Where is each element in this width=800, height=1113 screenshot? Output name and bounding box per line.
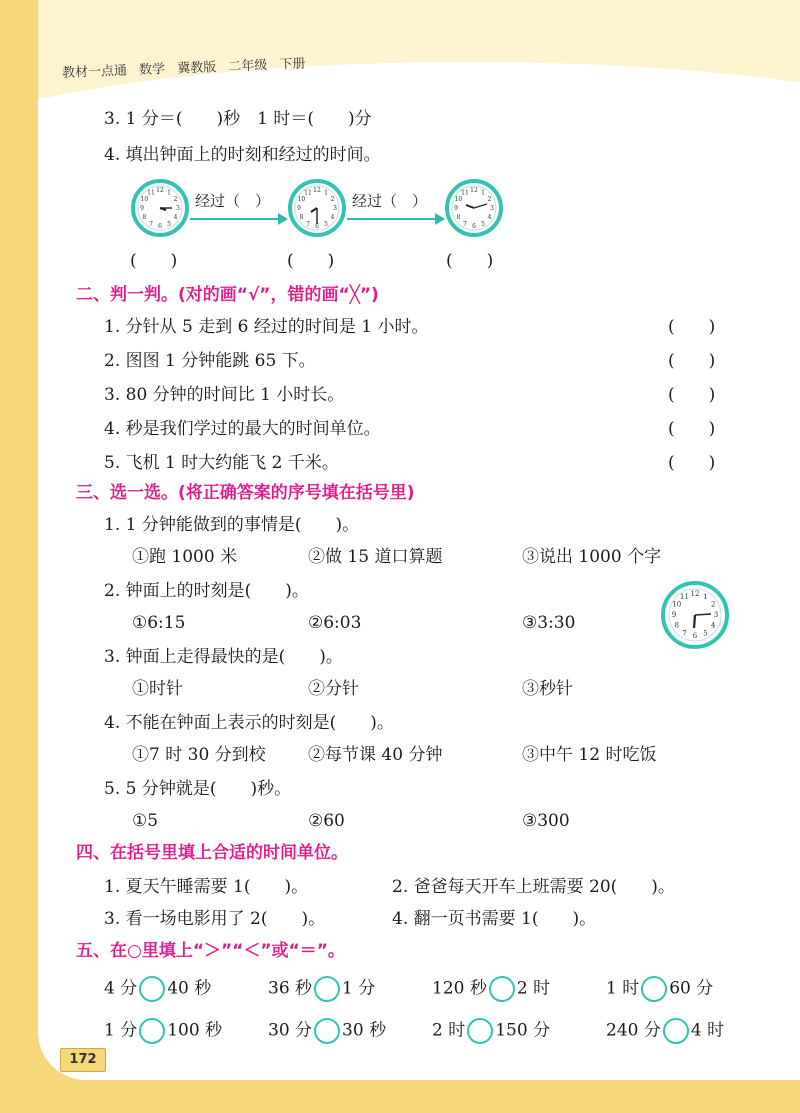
compare-8: 240 分 4 时 [606, 1018, 724, 1044]
choice-q4-opt3: ③中午 12 时吃饭 [522, 745, 657, 765]
judge-item-1: 1. 分针从 5 走到 6 经过的时间是 1 小时。 [104, 317, 429, 337]
clock-icon-1 [130, 178, 190, 238]
compare-4: 1 时 60 分 [606, 976, 713, 1002]
compare-circle[interactable] [467, 1018, 493, 1044]
clock-numeral: 10 [140, 196, 149, 204]
clock-icon-3 [444, 178, 504, 238]
clock-numeral: 8 [674, 621, 680, 630]
clock-1-answer: ( ) [130, 251, 178, 271]
compare-6: 30 分 30 秒 [268, 1018, 386, 1044]
unit-item-1: 1. 夏天午睡需要 1( )。 [104, 877, 309, 897]
choice-q2-opt2: ②6:03 [308, 613, 362, 633]
section2-title: 二、判一判。(对的画“√”，错的画“╳”) [76, 285, 379, 305]
arrow-2 [347, 218, 443, 220]
clock-numeral: 8 [456, 214, 461, 222]
clock-numeral: 5 [324, 220, 328, 228]
compare-circle[interactable] [139, 976, 165, 1002]
clock-numeral: 9 [454, 205, 458, 213]
section5-title: 五、在○里填上“＞”“＜”或“＝”。 [76, 941, 345, 961]
clock-numeral: 1 [167, 189, 171, 197]
header-edition: 冀教版 [177, 60, 217, 77]
page-number: 172 [60, 1048, 106, 1072]
choice-q5-opt2: ②60 [308, 811, 345, 831]
unit-item-4: 4. 翻一页书需要 1( )。 [392, 909, 597, 929]
choice-q4-opt2: ②每节课 40 分钟 [308, 745, 443, 765]
judge-item-2: 2. 图图 1 分钟能跳 65 下。 [104, 351, 316, 371]
clock-2-answer: ( ) [287, 251, 335, 271]
clock-numeral: 4 [710, 621, 716, 630]
clock-numeral: 7 [306, 220, 310, 228]
clock-numeral: 12 [313, 187, 321, 195]
judge-blank-4: ( ) [668, 419, 716, 439]
judge-blank-1: ( ) [668, 317, 716, 337]
choice-q3: 3. 钟面上走得最快的是( )。 [104, 647, 343, 667]
clock-numeral: 6 [692, 632, 698, 641]
choice-q3-opt1: ①时针 [132, 679, 183, 699]
clock-numeral: 3 [713, 611, 719, 620]
clock-numeral: 12 [156, 187, 164, 195]
clock-numeral: 1 [324, 189, 328, 197]
arrow-1 [190, 218, 286, 220]
header-grade: 二年级 [228, 58, 268, 75]
q4-clock-question: 4. 填出钟面上的时刻和经过的时间。 [104, 145, 381, 165]
clock-numeral: 9 [140, 205, 144, 213]
header-volume: 下册 [279, 56, 306, 73]
clock-numeral: 9 [297, 205, 301, 213]
clock-numeral: 6 [315, 223, 319, 231]
clock-numeral: 5 [481, 220, 485, 228]
choice-q2: 2. 钟面上的时刻是( )。 [104, 581, 309, 601]
compare-1: 4 分 40 秒 [104, 976, 211, 1002]
clock-numeral: 3 [333, 205, 337, 213]
compare-circle[interactable] [663, 1018, 689, 1044]
clock-numeral: 2 [487, 196, 492, 204]
header-book: 教材一点通 [61, 63, 128, 81]
choice-q5: 5. 5 分钟就是( )秒。 [104, 779, 292, 799]
clock-numeral: 12 [690, 590, 700, 599]
choice-q1-opt3: ③说出 1000 个字 [522, 547, 662, 567]
clock-numeral: 9 [671, 611, 677, 620]
choice-q1-opt1: ①跑 1000 米 [132, 547, 238, 567]
clock-numeral: 7 [149, 220, 153, 228]
unit-item-2: 2. 爸爸每天开车上班需要 20( )。 [392, 877, 675, 897]
clock-numeral: 10 [672, 600, 682, 609]
clock-numeral: 1 [481, 189, 485, 197]
compare-circle[interactable] [489, 976, 515, 1002]
judge-item-3: 3. 80 分钟的时间比 1 小时长。 [104, 385, 345, 405]
judge-item-4: 4. 秒是我们学过的最大的时间单位。 [104, 419, 381, 439]
compare-circle[interactable] [314, 976, 340, 1002]
clock-3-answer: ( ) [446, 251, 494, 271]
clock-numeral: 5 [167, 220, 171, 228]
passed-time-1: 经过（ ） [195, 192, 271, 210]
compare-2: 36 秒 1 分 [268, 976, 375, 1002]
choice-q1-opt2: ②做 15 道口算题 [308, 547, 443, 567]
choice-q4-opt1: ①7 时 30 分到校 [132, 745, 266, 765]
judge-blank-5: ( ) [668, 453, 716, 473]
clock-numeral: 1 [703, 593, 708, 601]
clock-numeral: 6 [158, 223, 162, 231]
choice-q2-opt1: ①6:15 [132, 613, 186, 633]
judge-item-5: 5. 飞机 1 时大约能飞 2 千米。 [104, 453, 339, 473]
section4-title: 四、在括号里填上合适的时间单位。 [76, 843, 348, 863]
q3-conversion: 3. 1 分＝( )秒 1 时＝( )分 [104, 109, 372, 129]
clock-numeral: 11 [680, 593, 689, 601]
clock-numeral: 11 [147, 189, 155, 197]
clock-numeral: 2 [173, 196, 178, 204]
clock-numeral: 6 [472, 223, 476, 231]
clock-numeral: 10 [297, 196, 306, 204]
clock-numeral: 2 [710, 600, 716, 609]
choice-q2-opt3: ③3:30 [522, 613, 576, 633]
choice-q3-opt2: ②分针 [308, 679, 359, 699]
clock-numeral: 12 [470, 187, 478, 195]
clock-numeral: 4 [487, 214, 492, 222]
clock-numeral: 4 [330, 214, 335, 222]
compare-7: 2 时 150 分 [432, 1018, 550, 1044]
clock-numeral: 11 [304, 189, 312, 197]
compare-circle[interactable] [641, 976, 667, 1002]
judge-blank-3: ( ) [668, 385, 716, 405]
compare-5: 1 分 100 秒 [104, 1018, 222, 1044]
section3-title: 三、选一选。(将正确答案的序号填在括号里) [76, 483, 415, 503]
choice-q4: 4. 不能在钟面上表示的时刻是( )。 [104, 713, 394, 733]
clock-numeral: 7 [682, 629, 687, 638]
compare-circle[interactable] [139, 1018, 165, 1044]
clock-numeral: 7 [463, 220, 467, 228]
header-subject: 数学 [138, 62, 166, 79]
clock-numeral: 3 [176, 205, 180, 213]
clock-numeral: 8 [299, 214, 304, 222]
clock-numeral: 5 [703, 629, 708, 638]
clock-numeral: 4 [173, 214, 178, 222]
clock-icon-q2 [660, 580, 730, 650]
choice-q5-opt3: ③300 [522, 811, 570, 831]
clock-icon-2 [287, 178, 347, 238]
side-band [0, 62, 38, 1062]
clock-numeral: 2 [330, 196, 335, 204]
passed-time-2: 经过（ ） [352, 192, 428, 210]
clock-numeral: 11 [461, 189, 469, 197]
choice-q3-opt3: ③秒针 [522, 679, 573, 699]
judge-blank-2: ( ) [668, 351, 716, 371]
choice-q5-opt1: ①5 [132, 811, 159, 831]
unit-item-3: 3. 看一场电影用了 2( )。 [104, 909, 326, 929]
compare-circle[interactable] [314, 1018, 340, 1044]
compare-3: 120 秒 2 时 [432, 976, 550, 1002]
clock-numeral: 3 [490, 205, 494, 213]
choice-q1: 1. 1 分钟能做到的事情是( )。 [104, 515, 360, 535]
clock-numeral: 8 [142, 214, 147, 222]
clock-numeral: 10 [454, 196, 463, 204]
